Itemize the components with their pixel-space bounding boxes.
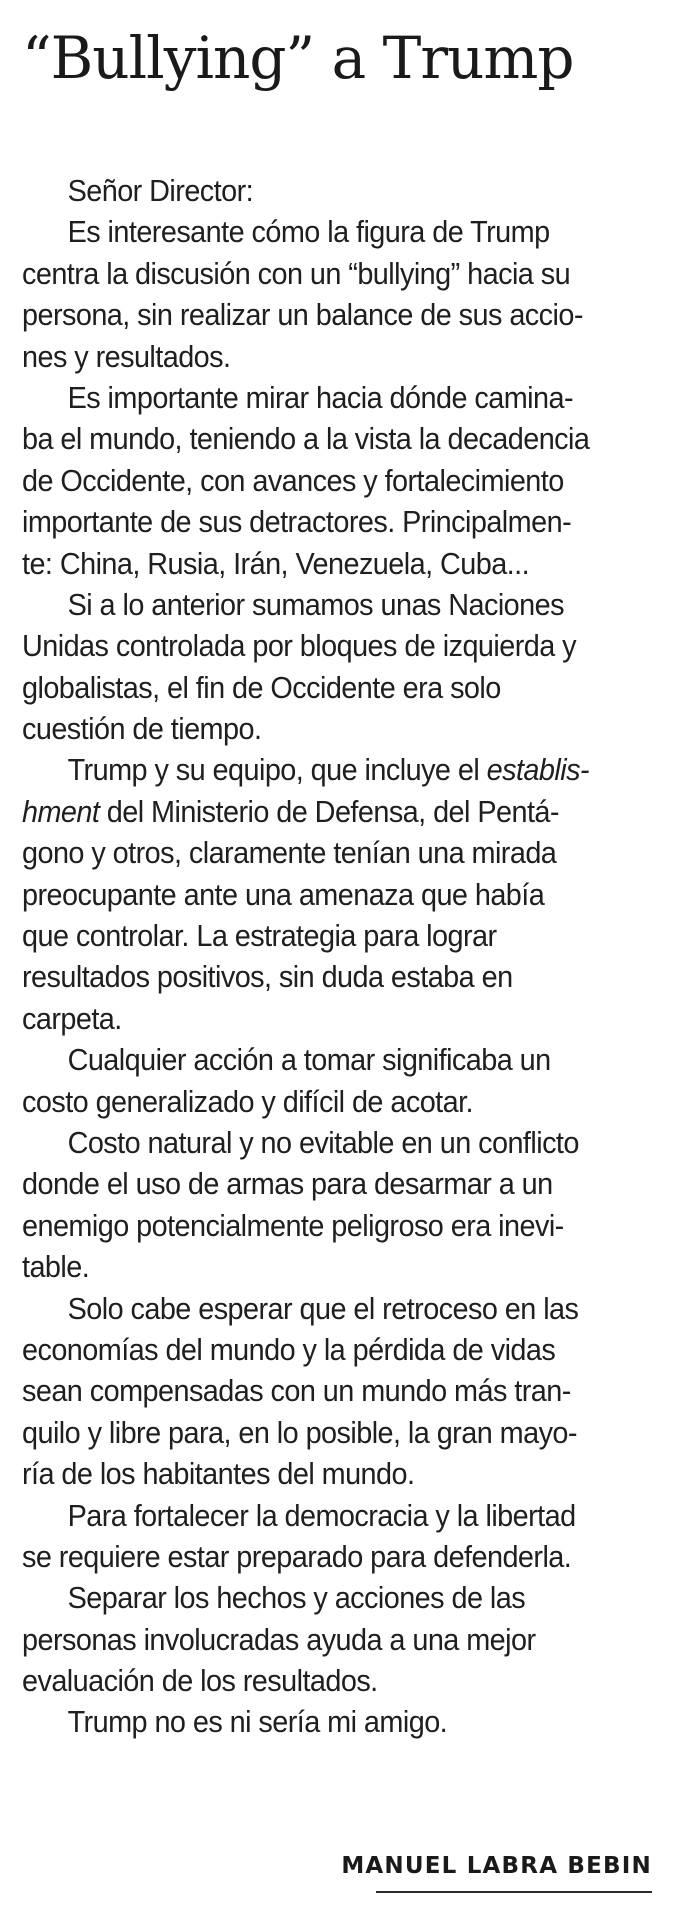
body-line: Es interesante cómo la figura de Trump: [67, 214, 550, 250]
body-line: [22, 791, 628, 832]
body-line: Trump no es ni sería mi amigo.: [67, 1704, 448, 1740]
italic-term: establis-: [486, 752, 589, 788]
body-line: enemigo potencialmente peligroso era inevi-: [22, 1207, 564, 1243]
body-line: evaluación de los resultados.: [22, 1663, 378, 1699]
body-line: costo generalizado y difícil de acotar.: [22, 1083, 474, 1119]
body-line-text: del Ministerio de Defensa, del Pentá-: [99, 793, 559, 829]
body-line: ría de los habitantes del mundo.: [22, 1456, 415, 1492]
body-line: gono y otros, claramente tenían una mirada: [22, 835, 557, 871]
body-line: ba el mundo, teniendo a la vista la decadencia: [22, 421, 590, 457]
body-line: [22, 749, 628, 790]
letter-body: [22, 170, 628, 1743]
body-line: Separar los hechos y acciones de las: [67, 1580, 526, 1616]
body-line: sean compensadas con un mundo más tran-: [22, 1373, 571, 1409]
body-line: Cualquier acción a tomar significaba un: [67, 1042, 551, 1078]
body-line: Si a lo anterior sumamos unas Naciones: [67, 586, 564, 622]
body-line: se requiere estar preparado para defenderla.: [22, 1538, 572, 1574]
author-signature: MANUEL LABRA BEBIN: [341, 1853, 652, 1879]
body-line: resultados positivos, sin duda estaba en: [22, 959, 513, 995]
body-line: centra la discusión con un “bullying” hacia su: [22, 255, 571, 291]
body-line: preocupante ante una amenaza que había: [22, 876, 545, 912]
body-line: que controlar. La estrategia para lograr: [22, 918, 497, 954]
italic-term: hment: [22, 793, 100, 829]
body-line: Es importante mirar hacia dónde camina-: [67, 379, 574, 415]
body-line: quilo y libre para, en lo posible, la gran mayo-: [22, 1414, 577, 1450]
body-line: Unidas controlada por bloques de izquierda y: [22, 628, 577, 664]
body-line: economías del mundo y la pérdida de vidas: [22, 1331, 556, 1367]
body-line: cuestión de tiempo.: [22, 711, 262, 747]
body-line: personas involucradas ayuda a una mejor: [22, 1621, 536, 1657]
body-line: globalistas, el fin de Occidente era solo: [22, 669, 501, 705]
body-line: persona, sin realizar un balance de sus accio-: [22, 297, 583, 333]
body-line-text: Trump y su equipo, que incluye el: [67, 752, 487, 788]
headline: “Bullying” a Trump: [22, 24, 574, 92]
body-line: Solo cabe esperar que el retroceso en las: [67, 1290, 579, 1326]
signature-rule: [376, 1891, 652, 1893]
body-line: te: China, Rusia, Irán, Venezuela, Cuba...: [22, 545, 530, 581]
body-line: Costo natural y no evitable en un conflicto: [67, 1124, 579, 1160]
body-line: de Occidente, con avances y fortalecimiento: [22, 462, 564, 498]
body-line: Para fortalecer la democracia y la libertad: [67, 1497, 576, 1533]
body-line: importante de sus detractores. Principalmen-: [22, 504, 572, 540]
body-line: nes y resultados.: [22, 338, 231, 374]
body-line: Señor Director:: [67, 173, 254, 208]
body-line: donde el uso de armas para desarmar a un: [22, 1166, 553, 1202]
body-line: table.: [22, 1249, 90, 1285]
body-line: carpeta.: [22, 1000, 122, 1036]
